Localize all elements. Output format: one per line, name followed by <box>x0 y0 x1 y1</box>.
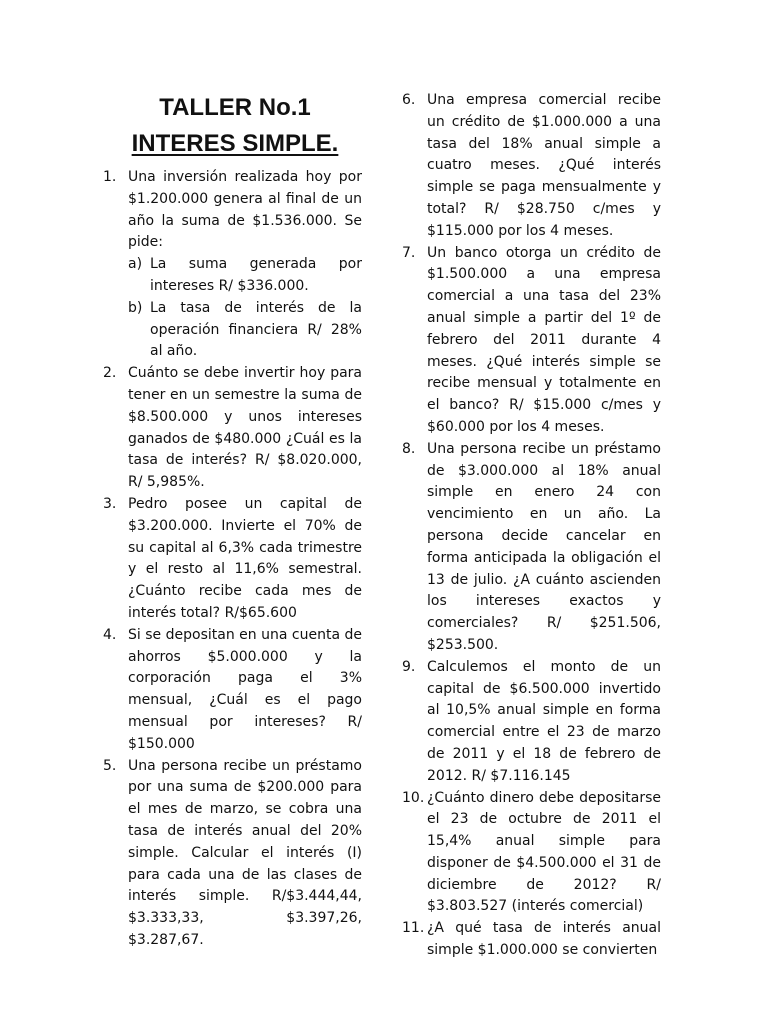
question-text: Una empresa comercial recibe un crédito de $1.000.000 a una tasa del 18% anual simple a cuatro meses. ¿Qué interés simple se paga mensualmente y total? R/ $28.750 c/mes y $115.000 por los 4 meses. <box>427 92 661 239</box>
question-number: 5. <box>103 757 117 774</box>
sub-item-text: La tasa de interés de la operación financiera R/ 28% al año. <box>150 299 362 360</box>
question-number: 3. <box>103 495 117 512</box>
right-column <box>402 90 661 962</box>
question-text: Un banco otorga un crédito de $1.500.000 a una empresa comercial a una tasa del 23% anual simple a partir del 1º de febrero del 2011 durante 4 meses. ¿Qué interés simple se recibe mensual y totalmente en el banco? R/ $15.000 c/mes y $60.000 por los 4 meses. <box>427 244 661 435</box>
question-item-3 <box>103 494 362 625</box>
question-item-6 <box>402 90 661 243</box>
sub-item-b <box>128 298 362 363</box>
question-item-9 <box>402 657 661 788</box>
question-number: 9. <box>402 658 416 675</box>
question-item-7 <box>402 243 661 439</box>
question-number: 4. <box>103 626 117 643</box>
question-text: ¿Cuánto dinero debe depositarse el 23 de octubre de 2011 el 15,4% anual simple para disponer de $4.500.000 el 31 de diciembre de 2012? R/ $3.803.527 (interés comercial) <box>427 789 661 915</box>
question-item-4 <box>103 625 362 756</box>
question-number: 2. <box>103 365 117 382</box>
sub-item-mark: a) <box>128 256 143 273</box>
question-item-10 <box>402 788 661 919</box>
question-item-1 <box>103 167 362 363</box>
question-item-5 <box>103 756 362 952</box>
question-item-8 <box>402 439 661 657</box>
question-item-2 <box>103 363 362 494</box>
title-block <box>100 92 370 160</box>
question-text: Calculemos el monto de un capital de $6.500.000 invertido al 10,5% anual simple en forma comercial entre el 23 de marzo de 2011 y el 18 de febrero de 2012. R/ $7.116.145 <box>427 658 661 784</box>
question-text: Pedro posee un capital de $3.200.000. Invierte el 70% de su capital al 6,3% cada trimestre y el resto al 11,6% semestral. ¿Cuánto recibe cada mes de interés total? R/$65.600 <box>128 495 362 621</box>
question-number: 8. <box>402 440 416 457</box>
page-title: TALLER No.1 <box>159 94 311 121</box>
sub-item-text: La suma generada por intereses R/ $336.000. <box>150 256 362 294</box>
question-text: Cuánto se debe invertir hoy para tener en un semestre la suma de $8.500.000 y unos intereses ganados de $480.000 ¿Cuál es la tasa de interés? R/ $8.020.000, R/ 5,985%. <box>128 365 362 491</box>
question-text: Una persona recibe un préstamo por una suma de $200.000 para el mes de marzo, se cobra una tasa de interés anual del 20% simple. Calcular el interés (I) para cada una de las clases de interés simple. R/$3.444,44, $3.333,33, $3.397,26, $3.287,67. <box>128 757 362 948</box>
question-text: Si se depositan en una cuenta de ahorros $5.000.000 y la corporación paga el 3% mensual, ¿Cuál es el pago mensual por intereses? R/ $150.000 <box>128 626 362 752</box>
question-text: Una inversión realizada hoy por $1.200.000 genera al final de un año la suma de $1.536.000. Se pide: <box>128 169 362 251</box>
sub-item-mark: b) <box>128 299 143 316</box>
question-number: 11. <box>402 920 425 937</box>
question-list-right <box>402 90 661 962</box>
left-column <box>103 167 362 952</box>
question-number: 1. <box>103 169 117 185</box>
question-number: 6. <box>402 92 416 108</box>
sub-item-a <box>128 254 362 298</box>
question-number: 7. <box>402 244 416 261</box>
page-subtitle: INTERES SIMPLE. <box>131 130 339 157</box>
question-list-left <box>103 167 362 952</box>
question-item-11 <box>402 918 661 962</box>
question-text: ¿A qué tasa de interés anual simple $1.000.000 se convierten <box>427 920 661 959</box>
sub-list <box>128 254 362 363</box>
question-text: Una persona recibe un préstamo de $3.000.000 al 18% anual simple en enero 24 con vencimiento en un año. La persona decide cancelar en forma anticipada la obligación el 13 de julio. ¿A cuánto ascienden los intereses exactos y comerciales? R/ $251.506, $253.500. <box>427 440 661 653</box>
question-number: 10. <box>402 789 425 806</box>
